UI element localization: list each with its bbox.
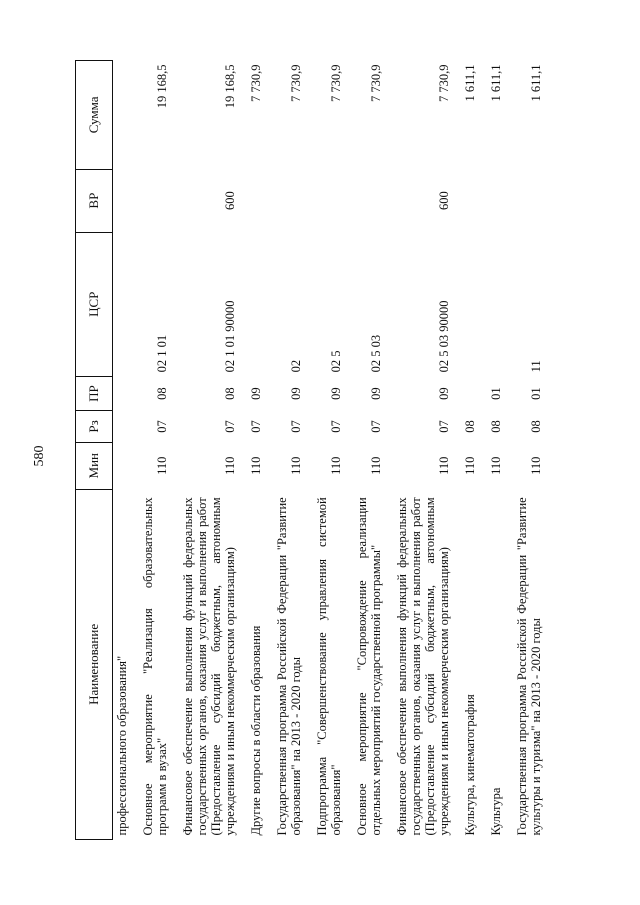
header-pr: ПР: [76, 376, 113, 410]
header-csr: ЦСР: [76, 232, 113, 376]
row-pr: 09: [249, 387, 263, 400]
row-sum: 1 611,1: [463, 64, 477, 102]
row-pr: 09: [437, 387, 451, 400]
row-min: 110: [463, 456, 477, 475]
row-vr: 600: [437, 191, 451, 210]
row-min: 110: [369, 456, 383, 475]
row-name: профессионального образования": [115, 655, 129, 836]
row-csr: 02 5 03: [369, 334, 383, 373]
row-name: Финансовое обеспечение выполнения функций федеральных государственных органов, оказания услуг и выполнения работ (Предоставление субсидий бюджетным, автономным учреждениям и иным некоммерческим организациям): [395, 497, 451, 836]
row-vr: [453, 169, 479, 232]
row-vr: [305, 169, 345, 232]
row-pr: 01: [529, 387, 543, 400]
row-name: Государственная программа Российской Федерации "Развитие культуры и туризма" на 2013 - 2020 годы: [515, 497, 543, 836]
row-rz: 08: [489, 420, 503, 433]
row-csr: 02 5 03 90000: [437, 300, 451, 373]
row-min: 110: [223, 456, 237, 475]
row-sum: [113, 61, 132, 170]
row-min: 110: [489, 456, 503, 475]
table-row: [131, 61, 171, 840]
row-rz: [113, 411, 132, 442]
row-pr: 08: [155, 387, 169, 400]
row-sum: 19 168,5: [223, 64, 237, 109]
row-sum: 1 611,1: [489, 64, 503, 102]
row-vr: [131, 169, 171, 232]
row-pr: 09: [369, 387, 383, 400]
row-csr: 02: [289, 359, 303, 373]
row-sum: 7 730,9: [249, 64, 263, 102]
header-rz: Рз: [76, 411, 113, 442]
row-min: [113, 442, 132, 489]
table-row: [505, 61, 545, 840]
row-rz: 07: [223, 420, 237, 433]
row-min: 110: [329, 456, 343, 475]
row-name: Государственная программа Российской Федерации "Развитие образования" на 2013 - 2020 годы: [275, 497, 303, 836]
row-csr: 11: [529, 360, 543, 373]
row-name: Культура, кинематография: [463, 694, 477, 836]
row-rz: 07: [437, 420, 451, 433]
row-name: Культура: [489, 787, 503, 836]
row-name: Основное мероприятие "Сопровождение реализации отдельных мероприятий государственной программы": [355, 497, 383, 836]
row-rz: 07: [369, 420, 383, 433]
row-pr: 09: [329, 387, 343, 400]
table-row: [239, 61, 265, 840]
header-vr: ВР: [76, 169, 113, 232]
row-name: Основное мероприятие "Реализация образовательных программ в вузах": [141, 497, 169, 836]
row-name: Другие вопросы в области образования: [249, 625, 263, 836]
row-csr: [113, 232, 132, 376]
row-csr: 02 1 01: [155, 334, 169, 373]
table-row: [171, 61, 239, 840]
row-min: 110: [289, 456, 303, 475]
table-row: [385, 61, 453, 840]
row-pr: [113, 376, 132, 410]
row-vr: [345, 169, 385, 232]
page-number: 580: [32, 445, 47, 467]
row-pr: 01: [489, 387, 503, 400]
row-pr: 08: [223, 387, 237, 400]
row-vr: [479, 169, 505, 232]
row-pr: 09: [289, 387, 303, 400]
table-row: [345, 61, 385, 840]
row-csr: 02 5: [329, 350, 343, 373]
row-rz: 07: [155, 420, 169, 433]
header-name: Наименование: [76, 489, 113, 839]
row-csr: [453, 232, 479, 376]
table-row: [113, 61, 132, 840]
row-min: 110: [249, 456, 263, 475]
row-min: 110: [437, 456, 451, 475]
budget-table-container: [75, 60, 620, 840]
row-rz: 08: [529, 420, 543, 433]
row-rz: 08: [463, 420, 477, 433]
row-name: Финансовое обеспечение выполнения функций федеральных государственных органов, оказания услуг и выполнения работ (Предоставление субсидий бюджетным, автономным учреждениям и иным некоммерческим организациям): [181, 497, 237, 836]
table-row: [479, 61, 505, 840]
row-pr: [453, 376, 479, 410]
row-vr: 600: [223, 191, 237, 210]
row-name: Подпрограмма "Совершенствование управления системой образования": [315, 497, 343, 836]
header-sum: Сумма: [76, 61, 113, 170]
row-vr: [505, 169, 545, 232]
row-vr: [113, 169, 132, 232]
table-row: [453, 61, 479, 840]
budget-table: [75, 60, 545, 840]
row-rz: 07: [329, 420, 343, 433]
row-csr: [479, 232, 505, 376]
row-rz: 07: [249, 420, 263, 433]
row-vr: [265, 169, 305, 232]
table-header-row: [76, 61, 113, 840]
row-min: 110: [529, 456, 543, 475]
row-sum: 7 730,9: [289, 64, 303, 102]
row-vr: [239, 169, 265, 232]
table-row: [305, 61, 345, 840]
row-sum: 1 611,1: [529, 64, 543, 102]
row-sum: 7 730,9: [329, 64, 343, 102]
header-min: Мин: [76, 442, 113, 489]
row-csr: 02 1 01 90000: [223, 300, 237, 373]
row-sum: 19 168,5: [155, 64, 169, 109]
row-sum: 7 730,9: [369, 64, 383, 102]
table-row: [265, 61, 305, 840]
row-sum: 7 730,9: [437, 64, 451, 102]
row-csr: [239, 232, 265, 376]
row-min: 110: [155, 456, 169, 475]
row-rz: 07: [289, 420, 303, 433]
